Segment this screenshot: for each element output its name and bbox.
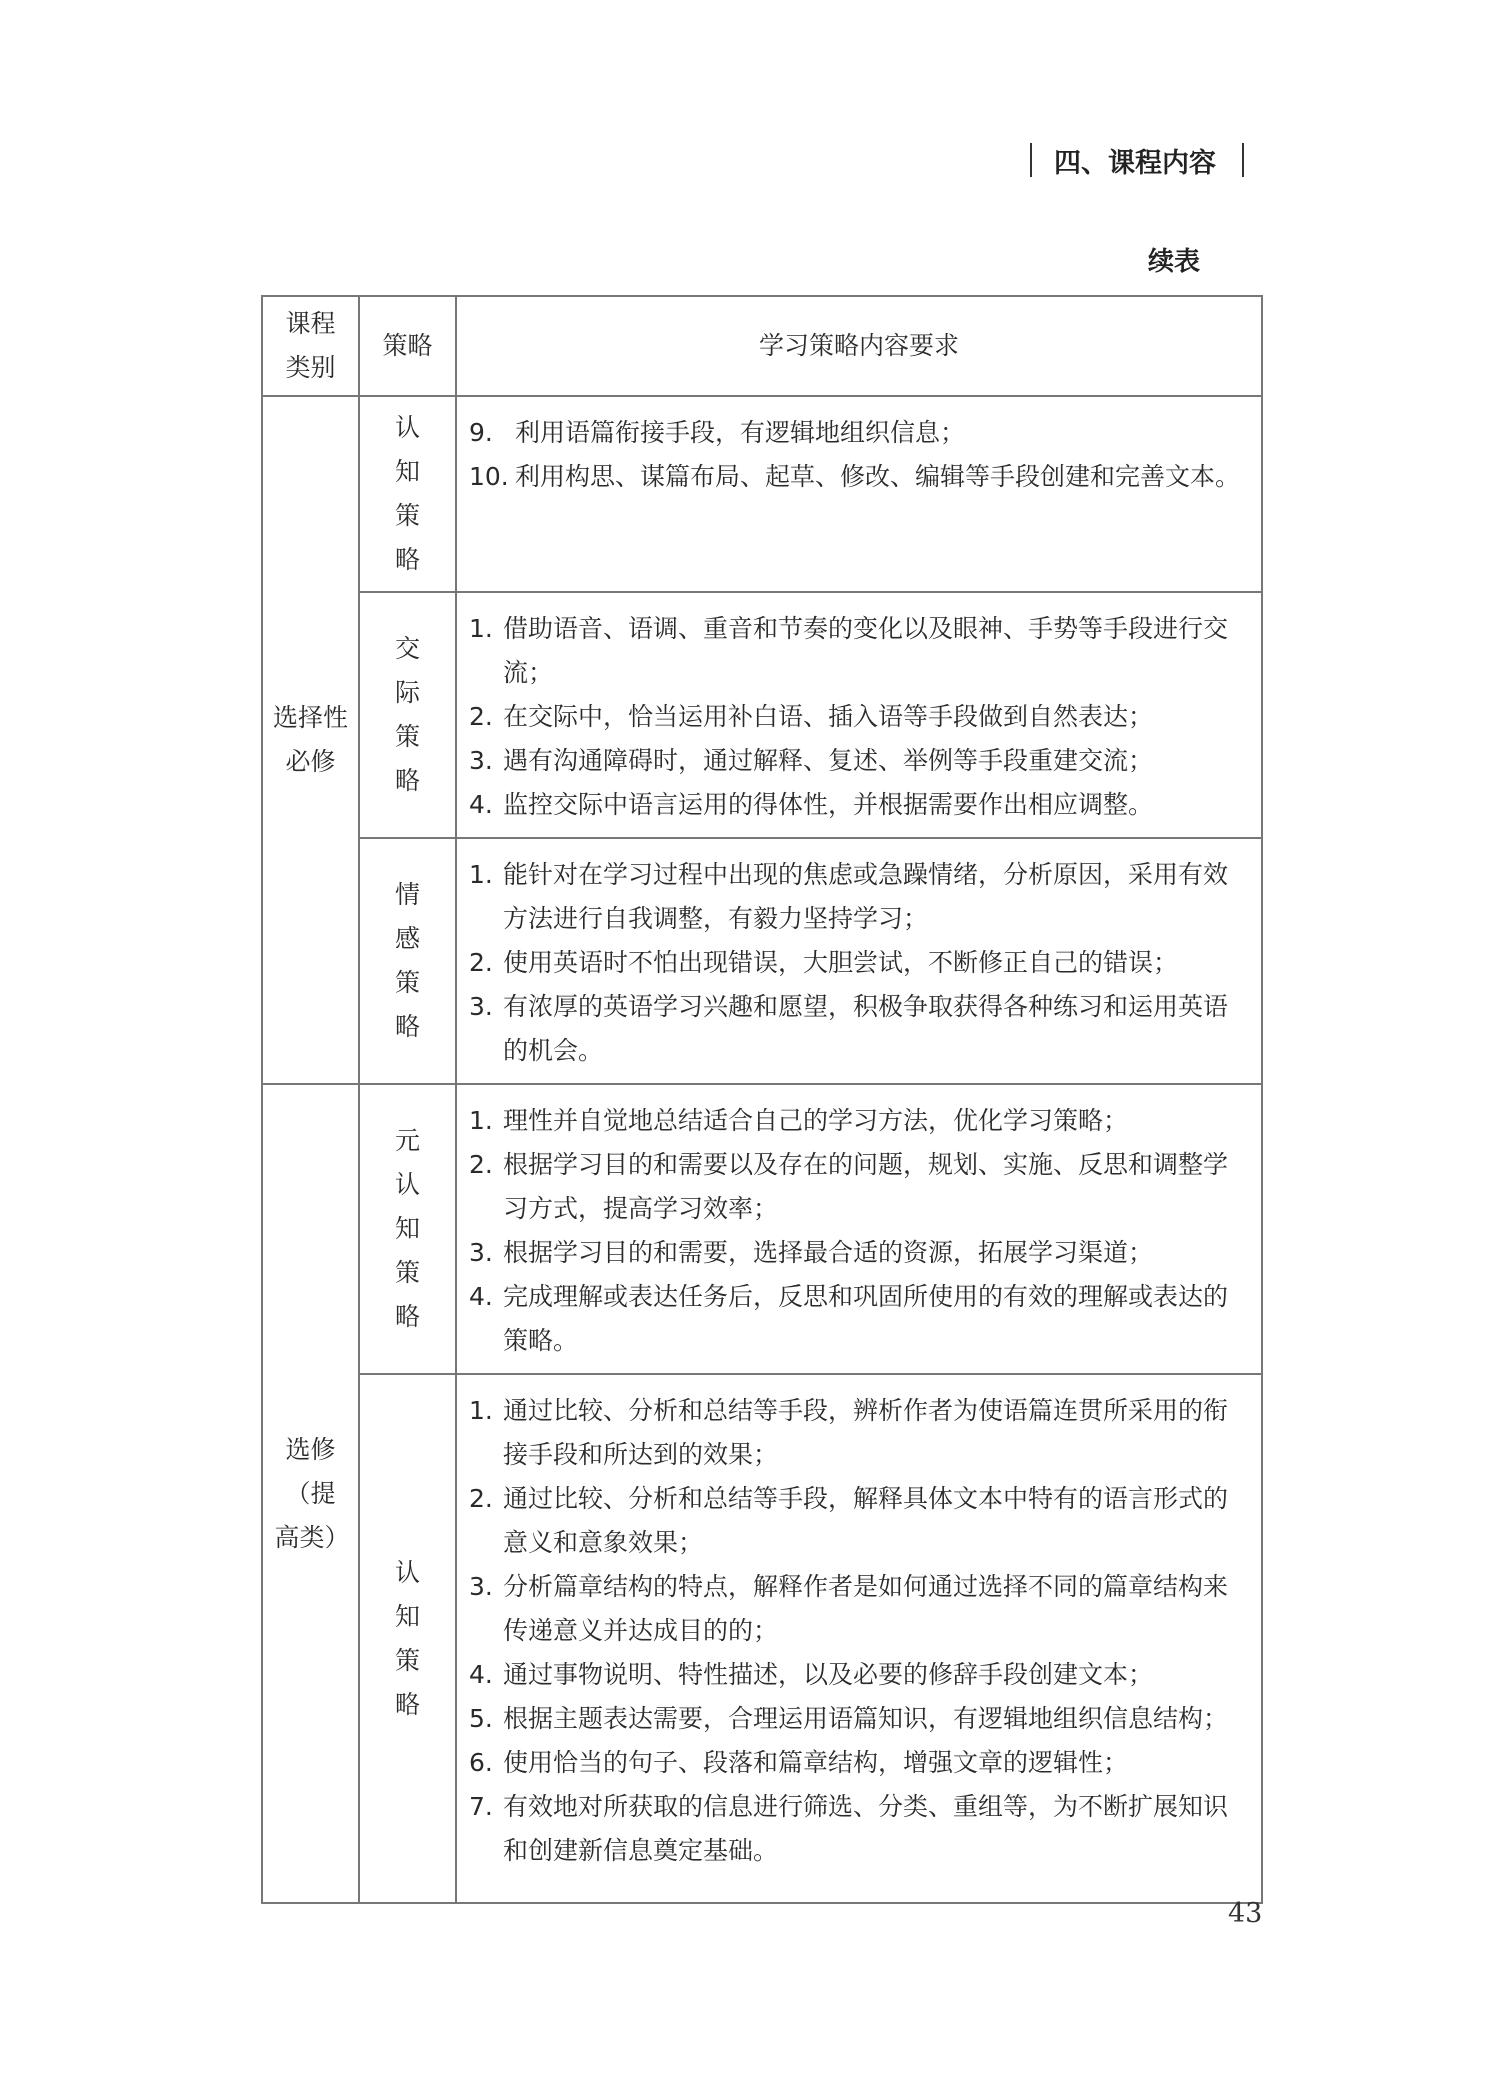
list-item: 9. 利用语篇衔接手段，有逻辑地组织信息；	[469, 418, 966, 447]
header-divider-right	[1242, 143, 1244, 177]
list-item: 1. 借助语音、语调、重音和节奏的变化以及眼神、手势等手段进行交流；	[469, 614, 1229, 687]
category-cell: 选修（提高类）	[262, 1084, 359, 1903]
list-item: 1. 能针对在学习过程中出现的焦虑或急躁情绪，分析原因，采用有效方法进行自我调整，有毅力坚持学习；	[469, 860, 1229, 933]
list-item: 2. 根据学习目的和需要以及存在的问题，规划、实施、反思和调整学习方式，提高学习效率；	[469, 1150, 1229, 1223]
list-item: 10. 利用构思、谋篇布局、起草、修改、编辑等手段创建和完善文本。	[469, 462, 1241, 491]
list-item: 4. 完成理解或表达任务后，反思和巩固所使用的有效的理解或表达的策略。	[469, 1282, 1229, 1355]
header-content: 学习策略内容要求	[456, 296, 1262, 396]
list-item: 6. 使用恰当的句子、段落和篇章结构，增强文章的逻辑性；	[469, 1748, 1129, 1777]
strategy-cell: 认知策略	[359, 396, 456, 592]
list-item: 3. 有浓厚的英语学习兴趣和愿望，积极争取获得各种练习和运用英语的机会。	[469, 992, 1229, 1065]
table-row	[262, 592, 1262, 838]
list-item: 1. 理性并自觉地总结适合自己的学习方法，优化学习策略；	[469, 1106, 1129, 1135]
continued-label: 续表	[1148, 247, 1201, 277]
strategy-cell: 交际策略	[359, 592, 456, 838]
list-item: 3. 根据学习目的和需要，选择最合适的资源，拓展学习渠道；	[469, 1238, 1154, 1267]
list-item: 3. 遇有沟通障碍时，通过解释、复述、举例等手段重建交流；	[469, 746, 1154, 775]
header-strategy: 策略	[359, 296, 456, 396]
strategy-cell: 认知策略	[359, 1374, 456, 1903]
list-item: 1. 通过比较、分析和总结等手段，辨析作者为使语篇连贯所采用的衔接手段和所达到的效果；	[469, 1396, 1229, 1469]
table-header-row	[262, 296, 1262, 396]
header-divider-left	[1030, 143, 1032, 177]
content-cell	[456, 1374, 1262, 1903]
category-cell: 选择性必修	[262, 396, 359, 1084]
list-item: 2. 通过比较、分析和总结等手段，解释具体文本中特有的语言形式的意义和意象效果；	[469, 1484, 1229, 1557]
list-item: 2. 使用英语时不怕出现错误，大胆尝试，不断修正自己的错误；	[469, 948, 1179, 977]
table-row	[262, 838, 1262, 1084]
content-cell	[456, 396, 1262, 592]
list-item: 4. 监控交际中语言运用的得体性，并根据需要作出相应调整。	[469, 790, 1154, 819]
list-item: 2. 在交际中，恰当运用补白语、插入语等手段做到自然表达；	[469, 702, 1154, 731]
header-course-type: 课程类别	[262, 296, 359, 396]
content-cell	[456, 838, 1262, 1084]
page-number: 43	[1228, 1898, 1263, 1929]
list-item: 5. 根据主题表达需要，合理运用语篇知识，有逻辑地组织信息结构；	[469, 1704, 1229, 1733]
strategy-table	[261, 295, 1263, 1904]
list-item: 4. 通过事物说明、特性描述，以及必要的修辞手段创建文本；	[469, 1660, 1154, 1689]
table-row	[262, 1084, 1262, 1374]
list-item: 3. 分析篇章结构的特点，解释作者是如何通过选择不同的篇章结构来传递意义并达成目的的；	[469, 1572, 1229, 1645]
list-item: 7. 有效地对所获取的信息进行筛选、分类、重组等，为不断扩展知识和创建新信息奠定基础。	[469, 1792, 1229, 1865]
table-row	[262, 1374, 1262, 1903]
table-row	[262, 396, 1262, 592]
content-cell	[456, 592, 1262, 838]
content-cell	[456, 1084, 1262, 1374]
running-header	[1030, 140, 1270, 180]
strategy-cell: 情感策略	[359, 838, 456, 1084]
strategy-cell: 元认知策略	[359, 1084, 456, 1374]
section-title: 四、课程内容	[1054, 147, 1216, 179]
